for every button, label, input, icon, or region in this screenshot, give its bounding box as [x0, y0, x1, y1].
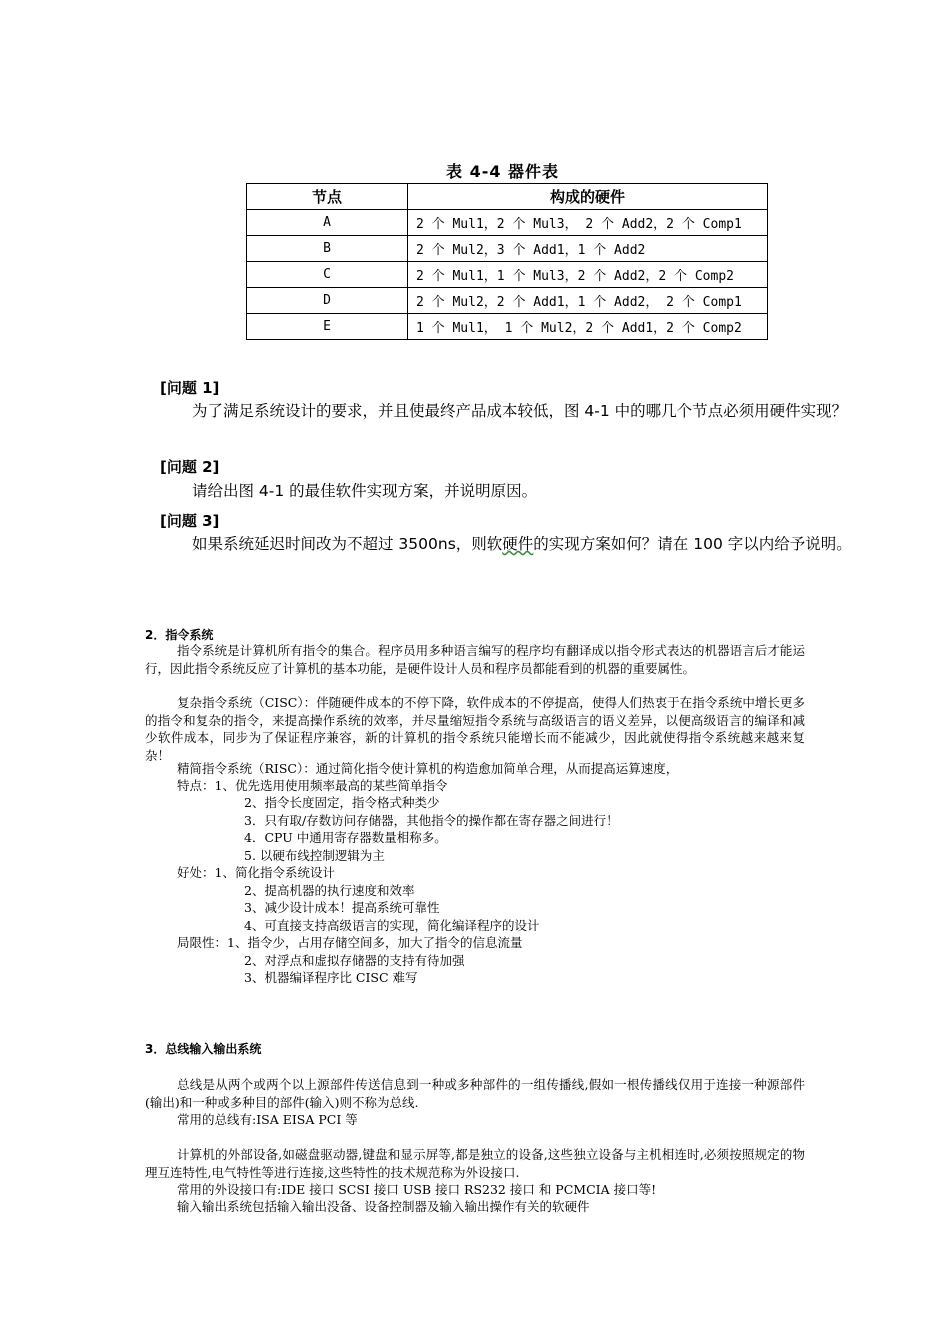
- table-caption: 表 4-4 器件表: [446, 162, 560, 181]
- table-header-row: [247, 184, 768, 210]
- table-row: [247, 314, 768, 340]
- section-3-interface-list: 常用的外设接口有:IDE 接口 SCSI 接口 USB 接口 RS232 接口 和 PCMCIA 接口等!: [177, 1182, 657, 1197]
- section-3-paragraph-3: 计算机的外部设备,如磁盘驱动器,键盘和显示屏等,都是独立的设备,这些独立设备与主机相连时,必须按照规定的物理互连特性,电气特性等进行连接,这些特性的技术规范称为外设接口.: [145, 1147, 805, 1180]
- question-1-text: 为了满足系统设计的要求，并且使最终产品成本较低，图 4-1 中的哪几个节点必须用硬件实现？: [192, 402, 848, 420]
- question-2-heading: [问题 2]: [160, 458, 220, 476]
- table-row: [247, 262, 768, 288]
- cell-hardware: 2 个 Mul2，3 个 Add1，1 个 Add2: [408, 236, 768, 262]
- table-row: [247, 288, 768, 314]
- feature-item: 2、指令长度固定，指令格式种类少: [244, 795, 440, 810]
- header-node: 节点: [247, 184, 408, 210]
- limit-item: 局限性：1、指令少，占用存储空间多，加大了指令的信息流量: [177, 935, 523, 950]
- benefit-item: 2、提高机器的执行速度和效率: [244, 883, 415, 898]
- feature-item: 5. 以硬布线控制逻辑为主: [244, 848, 385, 863]
- section-3-title: 3．总线输入输出系统: [145, 1042, 262, 1056]
- benefit-item: 4、可直接支持高级语言的实现，简化编译程序的设计: [244, 918, 540, 933]
- parts-table: [246, 183, 768, 340]
- question-3-text: [160, 531, 860, 558]
- cell-hardware: 1 个 Mul1， 1 个 Mul2，2 个 Add1，2 个 Comp2: [408, 314, 768, 340]
- question-3-text-part1: 如果系统延迟时间改为不超过 3500ns，则软: [192, 535, 503, 553]
- question-3-text-part2: 的实现方案如何？请在 100 字以内给予说明。: [533, 535, 852, 553]
- section-3-paragraph-1: 总线是从两个或两个以上源部件传送信息到一种或多种部件的一组传播线,假如一根传播线仅用于连接一种源部件(输出)和一种或多种目的部件(输入)则不称为总线.: [145, 1077, 805, 1110]
- spellcheck-underlined-word: 硬件: [502, 535, 534, 553]
- feature-item: 3．只有取/存数访问存储器，其他指令的操作都在寄存器之间进行！: [244, 813, 619, 828]
- cell-node: B: [247, 236, 408, 262]
- cell-node: A: [247, 210, 408, 236]
- feature-item: 4．CPU 中通用寄存器数量相称多。: [244, 830, 447, 845]
- cell-hardware: 2 个 Mul2，2 个 Add1，1 个 Add2， 2 个 Comp1: [408, 288, 768, 314]
- section-2-title: 2．指令系统: [145, 628, 214, 642]
- cell-node: D: [247, 288, 408, 314]
- benefit-item: 好处：1、简化指令系统设计: [177, 865, 335, 880]
- risc-intro: 精简指令系统（RISC）：通过简化指令使计算机的构造愈加简单合理，从而提高运算速度，: [177, 761, 679, 776]
- question-3-heading: [问题 3]: [160, 512, 220, 530]
- table-row: [247, 236, 768, 262]
- cell-node: E: [247, 314, 408, 340]
- section-3-paragraph-5: 输入输出系统包括输入输出没备、设备控制器及输入输出操作有关的软硬件: [177, 1199, 590, 1214]
- feature-item: 特点：1、优先选用使用频率最高的某些简单指令: [177, 778, 448, 793]
- section-2-paragraph-1: 指令系统是计算机所有指令的集合。程序员用多种语言编写的程序均有翻译成以指令形式表达的机器语言后才能运行，因此指令系统反应了计算机的基本功能，是硬件设计人员和程序员都能看到的机器的重要属性。: [145, 643, 805, 676]
- cell-hardware: 2 个 Mul1，2 个 Mul3， 2 个 Add2，2 个 Comp1: [408, 210, 768, 236]
- section-2-paragraph-2: 复杂指令系统（CISC）：伴随硬件成本的不停下降，软件成本的不停提高，使得人们热衷于在指令系统中增长更多的指令和复杂的指令，来提高操作系统的效率，并尽量缩短指令系统与高级语言的语义差异，以便高级语言的编译和减少软件成本，同步为了保证程序兼容，新的计算机的指令系统只能增长而不能减少，因此就使得指令系统越来越来复杂！: [145, 695, 805, 763]
- cell-hardware: 2 个 Mul1，1 个 Mul3，2 个 Add2，2 个 Comp2: [408, 262, 768, 288]
- question-2-text: 请给出图 4-1 的最佳软件实现方案，并说明原因。: [192, 482, 538, 500]
- header-hardware: 构成的硬件: [408, 184, 768, 210]
- limit-item: 2、对浮点和虚拟存储器的支持有待加强: [244, 953, 465, 968]
- benefit-item: 3、减少设计成本！提高系统可靠性: [244, 900, 440, 915]
- limit-item: 3、机器编译程序比 CISC 难写: [244, 970, 418, 985]
- cell-node: C: [247, 262, 408, 288]
- question-1-heading: [问题 1]: [160, 379, 220, 397]
- section-3-bus-list: 常用的总线有:ISA EISA PCI 等: [177, 1112, 358, 1127]
- table-row: [247, 210, 768, 236]
